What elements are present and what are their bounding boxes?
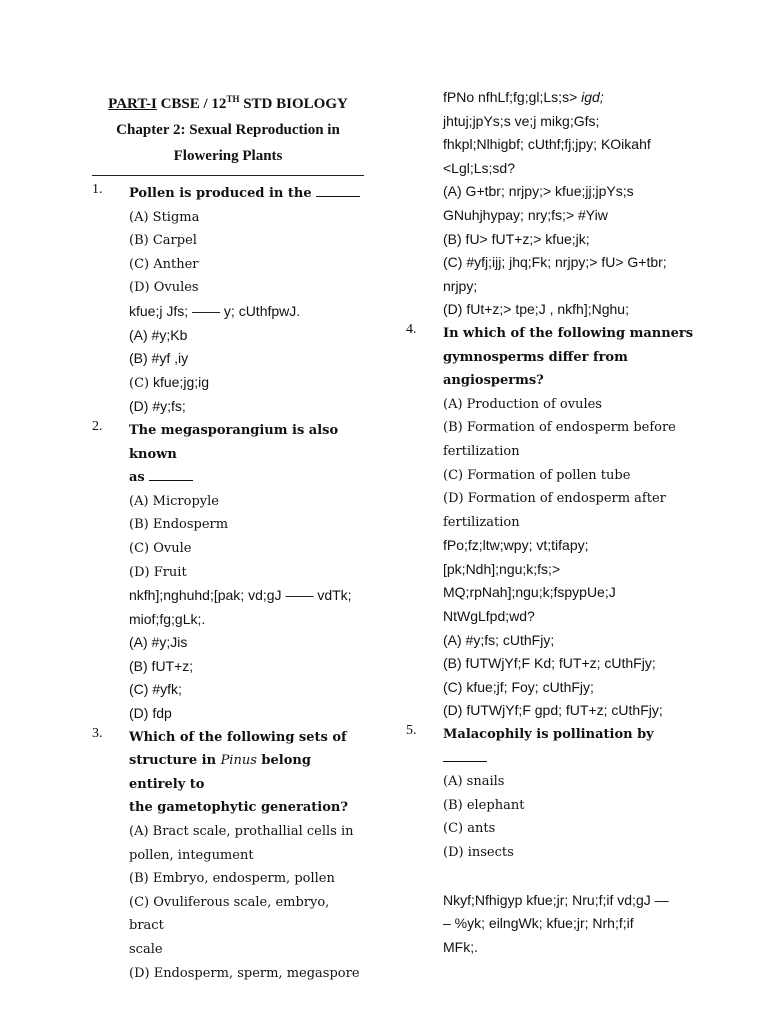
part-label: PART-I bbox=[108, 96, 157, 112]
tamil-option-b: (B) fUTWjYf;F Kd; fUT+z; cUthFjy; bbox=[443, 655, 656, 672]
tamil-question: kfue;j Jfs; —— y; cUthfpwJ. bbox=[129, 302, 301, 319]
option-c: (C) Ovuliferous scale, embryo, bract bbox=[129, 894, 330, 934]
right-column bbox=[406, 86, 696, 959]
question-3 bbox=[92, 726, 364, 986]
option-a: (A) Production of ovules bbox=[443, 396, 602, 412]
tamil-option-c bbox=[129, 371, 364, 396]
tamil-question bbox=[443, 86, 696, 110]
question-number: 2. bbox=[92, 418, 103, 434]
title-superscript: TH bbox=[226, 94, 240, 104]
option-c: (C) ants bbox=[443, 821, 496, 837]
tamil-option-c-text: kfue;jg;ig bbox=[149, 373, 210, 390]
option-b: (B) Endosperm bbox=[129, 517, 229, 533]
question-text-cont bbox=[129, 466, 364, 490]
chapter-title-cont: Flowering Plants bbox=[173, 148, 283, 164]
tamil-option-b: (B) fUT+z; bbox=[129, 657, 194, 674]
tamil-option-d: (D) fdp bbox=[129, 705, 172, 722]
option-d: (D) Formation of endosperm after bbox=[443, 491, 666, 507]
option-a: (A) snails bbox=[443, 774, 505, 790]
fill-blank bbox=[316, 184, 360, 197]
tamil-option-c: (C) #yfj;ijj; jhq;Fk; nrjpy;> fU> G+tbr; bbox=[443, 254, 667, 271]
genus-name: Pinus bbox=[220, 753, 257, 769]
tamil-question-cont: jhtuj;jpYs;s ve;j mikg;Gfs; bbox=[443, 112, 600, 129]
tamil-question-cont: miof;fg;gLk;. bbox=[129, 610, 206, 627]
tamil-question: Nkyf;Nfhigyp kfue;jr; Nru;f;if vd;gJ — bbox=[443, 891, 669, 908]
option-a: (A) Stigma bbox=[129, 209, 200, 225]
tamil-question: fPo;fz;ltw;wpy; vt;tifapy; bbox=[443, 537, 589, 554]
question-text-content: Malacophily is pollination by bbox=[443, 727, 654, 743]
question-text bbox=[129, 182, 364, 206]
tamil-question-cont: – %yk; eilngWk; kfue;jr; Nrh;f;if bbox=[443, 915, 634, 932]
question-text-end: angiosperms? bbox=[443, 373, 544, 389]
title-text-end: STD BIOLOGY bbox=[239, 96, 348, 112]
option-b: (B) Embryo, endosperm, pollen bbox=[129, 871, 335, 887]
tamil-option-d: (D) fUt+z;> tpe;J , nkfh];Nghu; bbox=[443, 301, 629, 318]
tamil-option-a: (A) G+tbr; nrjpy;> kfue;jj;jpYs;s bbox=[443, 183, 634, 200]
question-text-cont: gymnosperms differ from bbox=[443, 349, 628, 365]
tamil-question-cont: fhkpl;Nlhigbf; cUthf;fj;jpy; KOikahf bbox=[443, 136, 651, 153]
tamil-question-cont: [pk;Ndh];ngu;k;fs;> bbox=[443, 560, 561, 577]
question-number: 5. bbox=[406, 723, 417, 739]
question-text-content: Pollen is produced in the bbox=[129, 186, 312, 201]
tamil-option-a-cont: GNuhjhypay; nry;fs;> #Yiw bbox=[443, 206, 608, 223]
question-text-part: belong entirely to bbox=[129, 753, 311, 792]
option-c: (C) Anther bbox=[129, 256, 199, 272]
option-b: (B) Carpel bbox=[129, 233, 197, 249]
option-d: (D) Fruit bbox=[129, 564, 187, 580]
question-number: 1. bbox=[92, 182, 103, 197]
tamil-option-c: (C) #yfk; bbox=[129, 681, 182, 698]
tamil-question-end: MFk;. bbox=[443, 938, 478, 955]
tamil-option-c-cont: nrjpy; bbox=[443, 277, 478, 294]
question-text bbox=[443, 723, 696, 770]
tamil-option-d: (D) fUTWjYf;F gpd; fUT+z; cUthFjy; bbox=[443, 702, 663, 719]
question-5 bbox=[406, 723, 696, 959]
tamil-option-a: (A) #y;Jis bbox=[129, 634, 188, 651]
option-d: (D) Endosperm, sperm, megaspore bbox=[129, 965, 360, 981]
tamil-option-d: (D) #y;fs; bbox=[129, 398, 186, 415]
tamil-option-c: (C) kfue;jf; Foy; cUthFjy; bbox=[443, 678, 594, 695]
tamil-option-b: (B) fU> fUT+z;> kfue;jk; bbox=[443, 230, 590, 247]
option-b: (B) Formation of endosperm before bbox=[443, 420, 676, 436]
header-title bbox=[92, 86, 364, 117]
tamil-option-c-prefix: (C) bbox=[129, 375, 150, 391]
option-d-cont: fertilization bbox=[443, 514, 520, 530]
question-text: Which of the following sets of bbox=[129, 729, 347, 745]
option-a-cont: pollen, integument bbox=[129, 847, 254, 863]
fill-blank bbox=[443, 749, 487, 762]
question-text: In which of the following manners bbox=[443, 325, 694, 341]
option-a: (A) Bract scale, prothallial cells in bbox=[129, 824, 354, 840]
option-d: (D) insects bbox=[443, 845, 514, 860]
question-text-part: structure in bbox=[129, 753, 221, 769]
header-divider bbox=[92, 175, 364, 176]
question-number: 4. bbox=[406, 321, 417, 337]
document-header bbox=[92, 86, 364, 169]
tamil-genus-name: igd; bbox=[581, 89, 604, 105]
question-text: The megasporangium is also known bbox=[129, 422, 339, 462]
option-b-cont: fertilization bbox=[443, 443, 520, 459]
option-a: (A) Micropyle bbox=[129, 493, 219, 509]
question-text-end: the gametophytic generation? bbox=[129, 800, 348, 816]
tamil-option-a: (A) #y;Kb bbox=[129, 326, 188, 343]
question-2 bbox=[92, 419, 364, 726]
option-c-cont: scale bbox=[129, 942, 163, 957]
question-text-end: as bbox=[129, 470, 145, 486]
option-b: (B) elephant bbox=[443, 797, 525, 813]
question-3-tamil bbox=[406, 86, 696, 322]
tamil-question-end: <Lgl;Ls;sd? bbox=[443, 159, 515, 176]
chapter-title: Chapter 2: Sexual Reproduction in bbox=[116, 122, 340, 138]
question-text-cont bbox=[129, 749, 364, 796]
question-1 bbox=[92, 182, 364, 419]
tamil-option-b: (B) #yf ,iy bbox=[129, 350, 189, 367]
tamil-option-a: (A) #y;fs; cUthFjy; bbox=[443, 631, 555, 648]
option-c: (C) Ovule bbox=[129, 540, 192, 556]
title-text: CBSE / 12 bbox=[156, 96, 227, 112]
option-d: (D) Ovules bbox=[129, 280, 199, 296]
question-number: 3. bbox=[92, 725, 103, 741]
tamil-question-text: fPNo nfhLf;fg;gl;Ls;s> bbox=[443, 89, 582, 105]
tamil-question-end: NtWgLfpd;wd? bbox=[443, 608, 535, 625]
tamil-question-cont: MQ;rpNah];ngu;k;fspypUe;J bbox=[443, 584, 616, 601]
left-column bbox=[92, 86, 364, 985]
question-4 bbox=[406, 322, 696, 723]
option-c: (C) Formation of pollen tube bbox=[443, 467, 631, 483]
spacer bbox=[443, 865, 696, 889]
tamil-question: nkfh];nghuhd;[pak; vd;gJ —— vdTk; bbox=[129, 587, 352, 604]
fill-blank bbox=[149, 468, 193, 481]
